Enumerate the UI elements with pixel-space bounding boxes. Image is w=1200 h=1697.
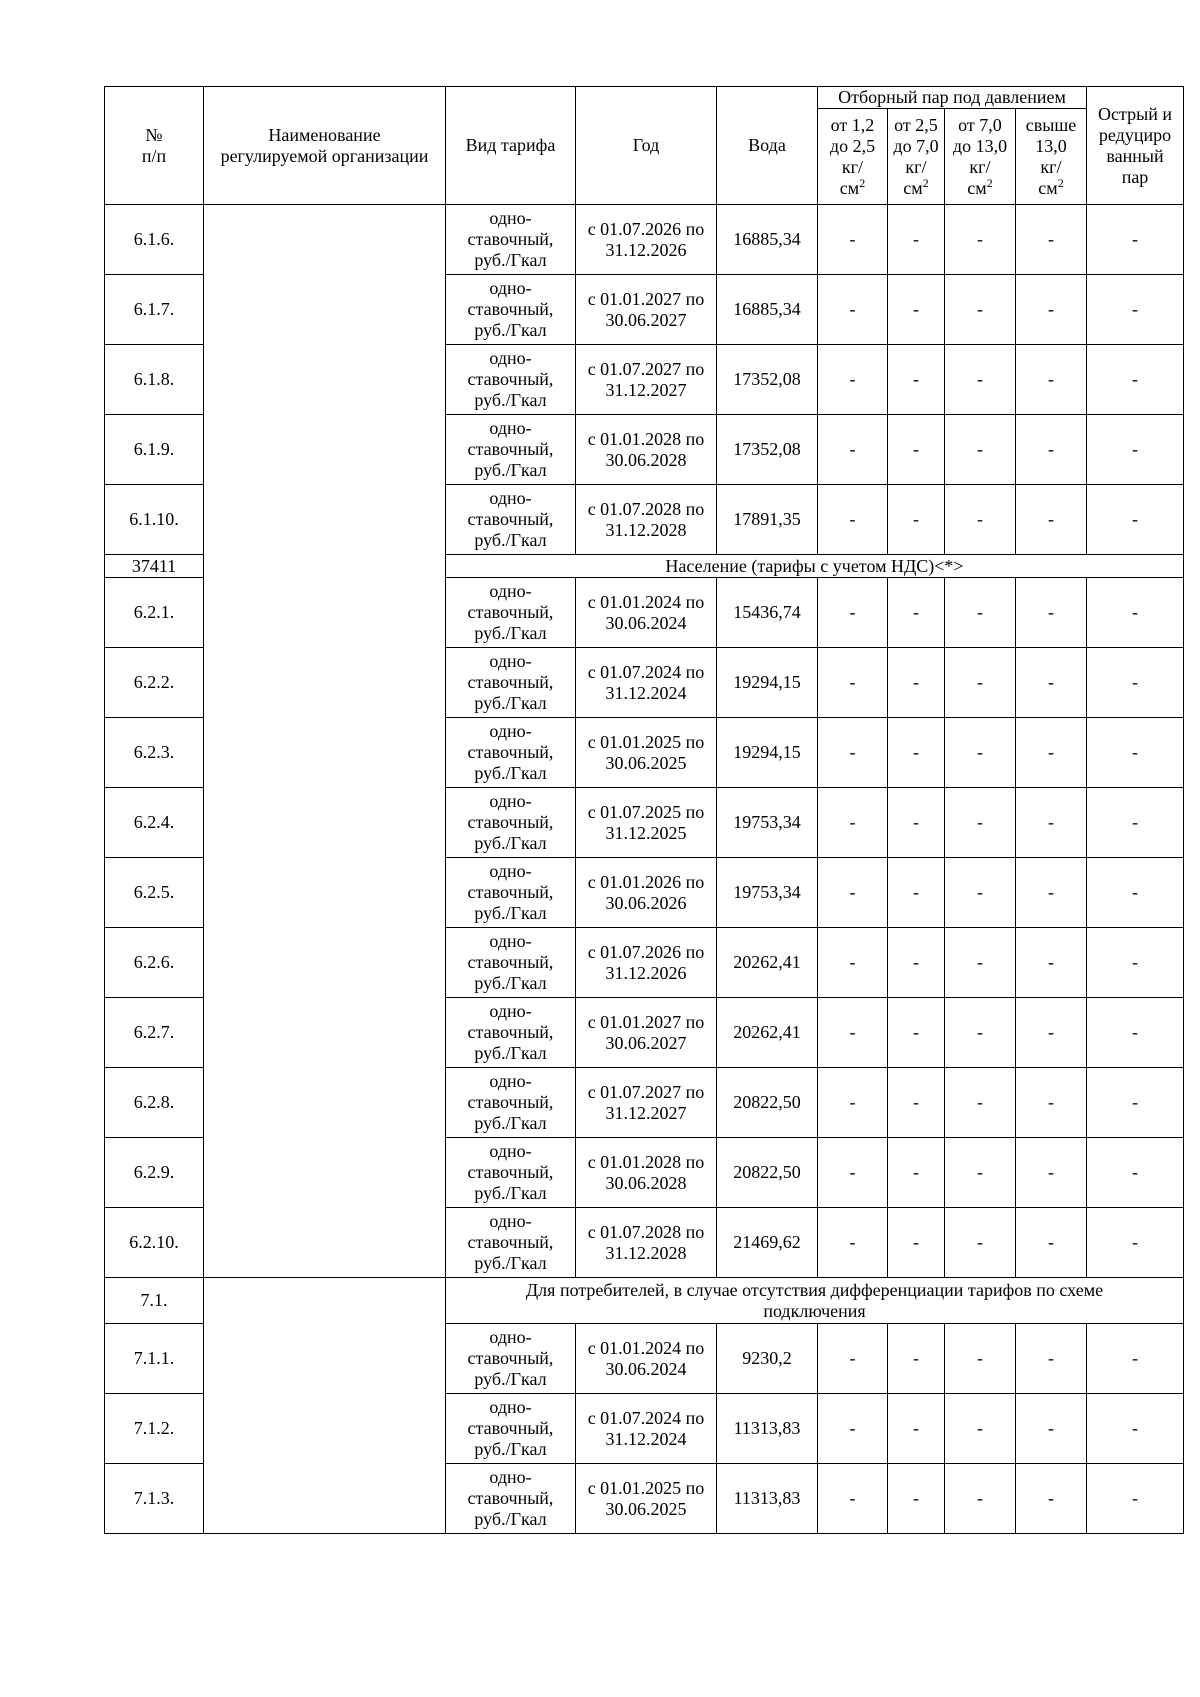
water-value: 16885,34 bbox=[717, 275, 818, 345]
header-pressure-3: от 7,0 до 13,0 кг/ $см^2$ bbox=[945, 109, 1016, 205]
empty-value: - bbox=[888, 648, 945, 718]
org-name-cell bbox=[204, 205, 446, 1278]
empty-value: - bbox=[1087, 858, 1184, 928]
empty-value: - bbox=[1087, 928, 1184, 998]
empty-value: - bbox=[945, 858, 1016, 928]
row-number: 7.1.2. bbox=[105, 1394, 204, 1464]
empty-value: - bbox=[888, 345, 945, 415]
row-number: 6.2.5. bbox=[105, 858, 204, 928]
row-number: 6.2.8. bbox=[105, 1068, 204, 1138]
empty-value: - bbox=[1087, 205, 1184, 275]
empty-value: - bbox=[818, 1138, 888, 1208]
empty-value: - bbox=[818, 648, 888, 718]
empty-value: - bbox=[1016, 1324, 1087, 1394]
empty-value: - bbox=[1016, 415, 1087, 485]
water-value: 20262,41 bbox=[717, 928, 818, 998]
empty-value: - bbox=[1087, 1394, 1184, 1464]
row-number: 7.1.1. bbox=[105, 1324, 204, 1394]
water-value: 21469,62 bbox=[717, 1208, 818, 1278]
row-number: 6.1.10. bbox=[105, 485, 204, 555]
empty-value: - bbox=[1016, 928, 1087, 998]
tariff-type: одно- ставочный, руб./Гкал bbox=[446, 648, 576, 718]
tariff-period: с 01.01.2025 по 30.06.2025 bbox=[576, 1464, 717, 1534]
empty-value: - bbox=[945, 1324, 1016, 1394]
empty-value: - bbox=[1087, 415, 1184, 485]
row-number: 6.1.7. bbox=[105, 275, 204, 345]
tariff-table bbox=[104, 86, 1184, 1534]
empty-value: - bbox=[888, 415, 945, 485]
tariff-period: с 01.01.2028 по 30.06.2028 bbox=[576, 415, 717, 485]
tariff-period: с 01.07.2028 по 31.12.2028 bbox=[576, 485, 717, 555]
header-water: Вода bbox=[717, 87, 818, 205]
empty-value: - bbox=[818, 1394, 888, 1464]
empty-value: - bbox=[888, 718, 945, 788]
row-number: 6.1.8. bbox=[105, 345, 204, 415]
tariff-type: одно- ставочный, руб./Гкал bbox=[446, 485, 576, 555]
water-value: 9230,2 bbox=[717, 1324, 818, 1394]
empty-value: - bbox=[888, 788, 945, 858]
tariff-period: с 01.07.2027 по 31.12.2027 bbox=[576, 345, 717, 415]
water-value: 17352,08 bbox=[717, 345, 818, 415]
tariff-period: с 01.01.2027 по 30.06.2027 bbox=[576, 275, 717, 345]
empty-value: - bbox=[945, 928, 1016, 998]
empty-value: - bbox=[1016, 205, 1087, 275]
header-pressure-4: свыше 13,0 кг/ $см^2$ bbox=[1016, 109, 1087, 205]
tariff-type: одно- ставочный, руб./Гкал bbox=[446, 275, 576, 345]
empty-value: - bbox=[818, 1208, 888, 1278]
empty-value: - bbox=[1087, 648, 1184, 718]
empty-value: - bbox=[888, 1208, 945, 1278]
empty-value: - bbox=[1016, 1464, 1087, 1534]
table-row bbox=[105, 205, 1184, 275]
tariff-type: одно- ставочный, руб./Гкал bbox=[446, 1138, 576, 1208]
empty-value: - bbox=[945, 415, 1016, 485]
empty-value: - bbox=[1016, 718, 1087, 788]
empty-value: - bbox=[888, 205, 945, 275]
tariff-type: одно- ставочный, руб./Гкал bbox=[446, 345, 576, 415]
row-number: 6.2.6. bbox=[105, 928, 204, 998]
empty-value: - bbox=[1016, 275, 1087, 345]
tariff-period: с 01.01.2028 по 30.06.2028 bbox=[576, 1138, 717, 1208]
empty-value: - bbox=[1087, 578, 1184, 648]
row-number: 6.2.9. bbox=[105, 1138, 204, 1208]
empty-value: - bbox=[945, 718, 1016, 788]
tariff-period: с 01.01.2024 по 30.06.2024 bbox=[576, 578, 717, 648]
empty-value: - bbox=[1087, 998, 1184, 1068]
tariff-type: одно- ставочный, руб./Гкал bbox=[446, 858, 576, 928]
empty-value: - bbox=[888, 1138, 945, 1208]
tariff-type: одно- ставочный, руб./Гкал bbox=[446, 718, 576, 788]
section-number: 7.1. bbox=[105, 1278, 204, 1324]
tariff-period: с 01.01.2026 по 30.06.2026 bbox=[576, 858, 717, 928]
row-number: 7.1.3. bbox=[105, 1464, 204, 1534]
water-value: 17352,08 bbox=[717, 415, 818, 485]
empty-value: - bbox=[818, 998, 888, 1068]
empty-value: - bbox=[818, 578, 888, 648]
empty-value: - bbox=[888, 998, 945, 1068]
empty-value: - bbox=[818, 205, 888, 275]
empty-value: - bbox=[818, 928, 888, 998]
header-steam-group: Отборный пар под давлением bbox=[818, 87, 1087, 109]
empty-value: - bbox=[818, 718, 888, 788]
section-title: Население (тарифы с учетом НДС)<*> bbox=[446, 555, 1184, 578]
empty-value: - bbox=[1087, 345, 1184, 415]
empty-value: - bbox=[1016, 998, 1087, 1068]
empty-value: - bbox=[888, 275, 945, 345]
empty-value: - bbox=[1087, 1138, 1184, 1208]
empty-value: - bbox=[1016, 648, 1087, 718]
empty-value: - bbox=[818, 1068, 888, 1138]
empty-value: - bbox=[1016, 345, 1087, 415]
row-number: 6.1.6. bbox=[105, 205, 204, 275]
header-num: № п/п bbox=[105, 87, 204, 205]
tariff-period: с 01.07.2027 по 31.12.2027 bbox=[576, 1068, 717, 1138]
empty-value: - bbox=[818, 1464, 888, 1534]
empty-value: - bbox=[1087, 1324, 1184, 1394]
empty-value: - bbox=[945, 578, 1016, 648]
empty-value: - bbox=[818, 275, 888, 345]
water-value: 19294,15 bbox=[717, 718, 818, 788]
empty-value: - bbox=[945, 485, 1016, 555]
row-number: 6.2.1. bbox=[105, 578, 204, 648]
tariff-type: одно- ставочный, руб./Гкал bbox=[446, 415, 576, 485]
tariff-type: одно- ставочный, руб./Гкал bbox=[446, 1394, 576, 1464]
water-value: 11313,83 bbox=[717, 1394, 818, 1464]
tariff-type: одно- ставочный, руб./Гкал bbox=[446, 1464, 576, 1534]
empty-value: - bbox=[1087, 275, 1184, 345]
org-name-cell bbox=[204, 1278, 446, 1534]
tariff-period: с 01.07.2026 по 31.12.2026 bbox=[576, 205, 717, 275]
row-number: 6.2.2. bbox=[105, 648, 204, 718]
empty-value: - bbox=[1087, 718, 1184, 788]
empty-value: - bbox=[945, 1068, 1016, 1138]
empty-value: - bbox=[945, 1394, 1016, 1464]
tariff-type: одно- ставочный, руб./Гкал bbox=[446, 205, 576, 275]
tariff-period: с 01.07.2024 по 31.12.2024 bbox=[576, 648, 717, 718]
empty-value: - bbox=[888, 578, 945, 648]
empty-value: - bbox=[1016, 858, 1087, 928]
tariff-period: с 01.07.2028 по 31.12.2028 bbox=[576, 1208, 717, 1278]
empty-value: - bbox=[1016, 1138, 1087, 1208]
empty-value: - bbox=[1016, 1068, 1087, 1138]
empty-value: - bbox=[818, 858, 888, 928]
water-value: 17891,35 bbox=[717, 485, 818, 555]
empty-value: - bbox=[945, 648, 1016, 718]
empty-value: - bbox=[888, 1464, 945, 1534]
header-pressure-1: от 1,2 до 2,5 кг/ $см^2$ bbox=[818, 109, 888, 205]
empty-value: - bbox=[945, 345, 1016, 415]
section-number: 37411 bbox=[105, 555, 204, 578]
water-value: 16885,34 bbox=[717, 205, 818, 275]
empty-value: - bbox=[1087, 485, 1184, 555]
empty-value: - bbox=[945, 205, 1016, 275]
empty-value: - bbox=[945, 1208, 1016, 1278]
tariff-period: с 01.01.2024 по 30.06.2024 bbox=[576, 1324, 717, 1394]
empty-value: - bbox=[818, 345, 888, 415]
tariff-type: одно- ставочный, руб./Гкал bbox=[446, 788, 576, 858]
water-value: 15436,74 bbox=[717, 578, 818, 648]
empty-value: - bbox=[888, 858, 945, 928]
empty-value: - bbox=[1087, 1208, 1184, 1278]
water-value: 19294,15 bbox=[717, 648, 818, 718]
tariff-period: с 01.01.2025 по 30.06.2025 bbox=[576, 718, 717, 788]
tariff-period: с 01.01.2027 по 30.06.2027 bbox=[576, 998, 717, 1068]
empty-value: - bbox=[818, 1324, 888, 1394]
header-org: Наименование регулируемой организации bbox=[204, 87, 446, 205]
water-value: 20822,50 bbox=[717, 1138, 818, 1208]
empty-value: - bbox=[1087, 788, 1184, 858]
empty-value: - bbox=[818, 788, 888, 858]
row-number: 6.2.3. bbox=[105, 718, 204, 788]
empty-value: - bbox=[888, 928, 945, 998]
water-value: 19753,34 bbox=[717, 858, 818, 928]
empty-value: - bbox=[888, 1068, 945, 1138]
tariff-type: одно- ставочный, руб./Гкал bbox=[446, 928, 576, 998]
water-value: 20262,41 bbox=[717, 998, 818, 1068]
tariff-type: одно- ставочный, руб./Гкал bbox=[446, 1324, 576, 1394]
header-tariff-type: Вид тарифа bbox=[446, 87, 576, 205]
empty-value: - bbox=[945, 788, 1016, 858]
empty-value: - bbox=[888, 1394, 945, 1464]
section-title: Для потребителей, в случае отсутствия дифференциации тарифов по схеме подключения bbox=[446, 1278, 1184, 1324]
empty-value: - bbox=[1016, 1208, 1087, 1278]
empty-value: - bbox=[1016, 1394, 1087, 1464]
empty-value: - bbox=[945, 1138, 1016, 1208]
header-pressure-2: от 2,5 до 7,0 кг/ $см^2$ bbox=[888, 109, 945, 205]
empty-value: - bbox=[945, 998, 1016, 1068]
tariff-period: с 01.07.2026 по 31.12.2026 bbox=[576, 928, 717, 998]
header-sharp-steam: Острый и редуциро ванный пар bbox=[1087, 87, 1184, 205]
tariff-type: одно- ставочный, руб./Гкал bbox=[446, 1208, 576, 1278]
row-number: 6.2.7. bbox=[105, 998, 204, 1068]
empty-value: - bbox=[1016, 578, 1087, 648]
tariff-period: с 01.07.2024 по 31.12.2024 bbox=[576, 1394, 717, 1464]
empty-value: - bbox=[1016, 485, 1087, 555]
empty-value: - bbox=[1016, 788, 1087, 858]
tariff-type: одно- ставочный, руб./Гкал bbox=[446, 998, 576, 1068]
row-number: 6.2.10. bbox=[105, 1208, 204, 1278]
water-value: 11313,83 bbox=[717, 1464, 818, 1534]
water-value: 19753,34 bbox=[717, 788, 818, 858]
empty-value: - bbox=[818, 485, 888, 555]
empty-value: - bbox=[888, 485, 945, 555]
section-row bbox=[105, 1278, 1184, 1324]
tariff-type: одно- ставочный, руб./Гкал bbox=[446, 578, 576, 648]
empty-value: - bbox=[945, 1464, 1016, 1534]
water-value: 20822,50 bbox=[717, 1068, 818, 1138]
empty-value: - bbox=[888, 1324, 945, 1394]
row-number: 6.1.9. bbox=[105, 415, 204, 485]
empty-value: - bbox=[1087, 1068, 1184, 1138]
row-number: 6.2.4. bbox=[105, 788, 204, 858]
empty-value: - bbox=[1087, 1464, 1184, 1534]
tariff-period: с 01.07.2025 по 31.12.2025 bbox=[576, 788, 717, 858]
tariff-type: одно- ставочный, руб./Гкал bbox=[446, 1068, 576, 1138]
header-year: Год bbox=[576, 87, 717, 205]
empty-value: - bbox=[818, 415, 888, 485]
empty-value: - bbox=[945, 275, 1016, 345]
